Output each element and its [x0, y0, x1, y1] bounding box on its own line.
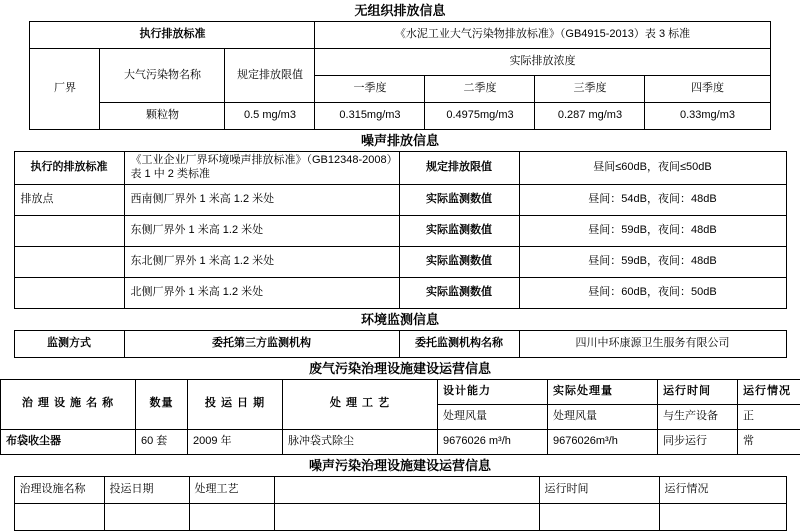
- table-row: [14, 215, 786, 246]
- section-title-noise-facility: 噪声污染治理设施建设运营信息: [0, 455, 800, 476]
- cell-noise-point-spacer-3: [14, 246, 124, 277]
- cell-facility-name: 布袋收尘器: [1, 429, 136, 454]
- cell-actual-volume-line2: 9676026m³/h: [548, 429, 658, 454]
- cell-runtime-line2: 同步运行: [658, 429, 738, 454]
- cell-noise-facility-status: [659, 503, 786, 530]
- table-row: [1, 379, 800, 404]
- header-noise-standard-name: 《工业企业厂界环境噪声排放标准》（GB12348-2008）表 1 中 2 类标准: [124, 152, 399, 185]
- table-waste-gas-facility: [0, 379, 800, 455]
- cell-design-capacity-line2: 9676026 m³/h: [438, 429, 548, 454]
- cell-plant-area: 厂界: [30, 49, 100, 130]
- header-quarter-2: 二季度: [425, 76, 535, 103]
- table-row: [14, 152, 786, 185]
- cell-actual-volume-line1: 处理风量: [548, 404, 658, 429]
- table-environment-monitoring: [14, 330, 787, 358]
- cell-status-line1: 正: [738, 404, 800, 429]
- header-facility-status: 运行情况: [738, 379, 800, 404]
- cell-measured-value-4: 昼间：60dB，夜间：50dB: [519, 277, 786, 308]
- header-facility-actual-volume: 实际处理量: [548, 379, 658, 404]
- table-row: [14, 330, 786, 357]
- table-row: [30, 22, 770, 49]
- section-title-noise-emission: 噪声排放信息: [0, 130, 800, 151]
- header-facility-runtime: 运行时间: [658, 379, 738, 404]
- header-noise-limit-label: 规定排放限值: [399, 152, 519, 185]
- header-noise-facility-date: 投运日期: [104, 476, 189, 503]
- header-facility-name: 治 理 设 施 名 称: [1, 379, 136, 429]
- header-noise-facility-process: 处理工艺: [189, 476, 274, 503]
- table-noise-facility: [14, 476, 787, 531]
- header-actual-concentration: 实际排放浓度: [315, 49, 770, 76]
- cell-design-capacity-line1: 处理风量: [438, 404, 548, 429]
- cell-noise-facility-blank: [274, 503, 539, 530]
- cell-q2-value: 0.4975mg/m3: [425, 103, 535, 130]
- table-row: [30, 103, 770, 130]
- cell-noise-facility-date: [104, 503, 189, 530]
- cell-status-line2: 常: [738, 429, 800, 454]
- header-noise-facility-runtime: 运行时间: [539, 476, 659, 503]
- cell-q3-value: 0.287 mg/m3: [535, 103, 645, 130]
- cell-noise-facility-name: [14, 503, 104, 530]
- header-measured-label-2: 实际监测数值: [399, 215, 519, 246]
- section-title-environment-monitoring: 环境监测信息: [0, 309, 800, 330]
- cell-monitor-org-value: 四川中环康源卫生服务有限公司: [519, 330, 786, 357]
- section-title-waste-gas-facility: 废气污染治理设施建设运营信息: [0, 358, 800, 379]
- header-measured-label-3: 实际监测数值: [399, 246, 519, 277]
- header-facility-date: 投 运 日 期: [188, 379, 283, 429]
- header-noise-standard-exec: 执行的排放标准: [14, 152, 124, 185]
- header-quarter-4: 四季度: [645, 76, 770, 103]
- table-row: [1, 429, 800, 454]
- header-pollutant-name: 大气污染物名称: [100, 49, 225, 103]
- header-noise-facility-blank: [274, 476, 539, 503]
- cell-noise-point-spacer-4: [14, 277, 124, 308]
- header-measured-label-4: 实际监测数值: [399, 277, 519, 308]
- header-measured-label-1: 实际监测数值: [399, 184, 519, 215]
- table-row: [14, 184, 786, 215]
- table-row: [30, 49, 770, 76]
- cell-facility-date: 2009 年: [188, 429, 283, 454]
- cell-noise-facility-runtime: [539, 503, 659, 530]
- section-title-unorganized-emission: 无组织排放信息: [0, 0, 800, 21]
- header-emission-limit: 规定排放限值: [225, 49, 315, 103]
- table-noise-emission: [14, 151, 787, 309]
- header-noise-point-label: 排放点: [14, 184, 124, 215]
- cell-q1-value: 0.315mg/m3: [315, 103, 425, 130]
- cell-noise-point-spacer-2: [14, 215, 124, 246]
- cell-monitor-method-value: 委托第三方监测机构: [124, 330, 399, 357]
- header-noise-facility-status: 运行情况: [659, 476, 786, 503]
- table-unorganized-emission: [29, 21, 770, 130]
- cell-noise-point-1: 西南侧厂界外 1 米高 1.2 米处: [124, 184, 399, 215]
- header-standard-exec: 执行排放标准: [30, 22, 315, 49]
- header-facility-count: 数量: [136, 379, 188, 429]
- cell-noise-facility-process: [189, 503, 274, 530]
- header-monitor-org: 委托监测机构名称: [399, 330, 519, 357]
- cell-runtime-line1: 与生产设备: [658, 404, 738, 429]
- header-quarter-3: 三季度: [535, 76, 645, 103]
- table-row: [14, 246, 786, 277]
- cell-noise-limit-value: 昼间≤60dB，夜间≤50dB: [519, 152, 786, 185]
- cell-facility-process: 脉冲袋式除尘: [283, 429, 438, 454]
- header-monitor-method: 监测方式: [14, 330, 124, 357]
- cell-noise-point-2: 东侧厂界外 1 米高 1.2 米处: [124, 215, 399, 246]
- header-facility-process: 处 理 工 艺: [283, 379, 438, 429]
- cell-limit: 0.5 mg/m3: [225, 103, 315, 130]
- cell-pollutant: 颗粒物: [100, 103, 225, 130]
- cell-measured-value-1: 昼间：54dB，夜间：48dB: [519, 184, 786, 215]
- cell-noise-point-3: 东北侧厂界外 1 米高 1.2 米处: [124, 246, 399, 277]
- cell-measured-value-2: 昼间：59dB，夜间：48dB: [519, 215, 786, 246]
- table-row: [14, 476, 786, 503]
- cell-facility-count: 60 套: [136, 429, 188, 454]
- cell-noise-point-4: 北侧厂界外 1 米高 1.2 米处: [124, 277, 399, 308]
- header-facility-design-capacity: 设计能力: [438, 379, 548, 404]
- table-row: [14, 503, 786, 530]
- header-quarter-1: 一季度: [315, 76, 425, 103]
- cell-q4-value: 0.33mg/m3: [645, 103, 770, 130]
- table-row: [14, 277, 786, 308]
- header-standard-name: 《水泥工业大气污染物排放标准》（GB4915-2013）表 3 标准: [315, 22, 770, 49]
- cell-measured-value-3: 昼间：59dB，夜间：48dB: [519, 246, 786, 277]
- header-noise-facility-name: 治理设施名称: [14, 476, 104, 503]
